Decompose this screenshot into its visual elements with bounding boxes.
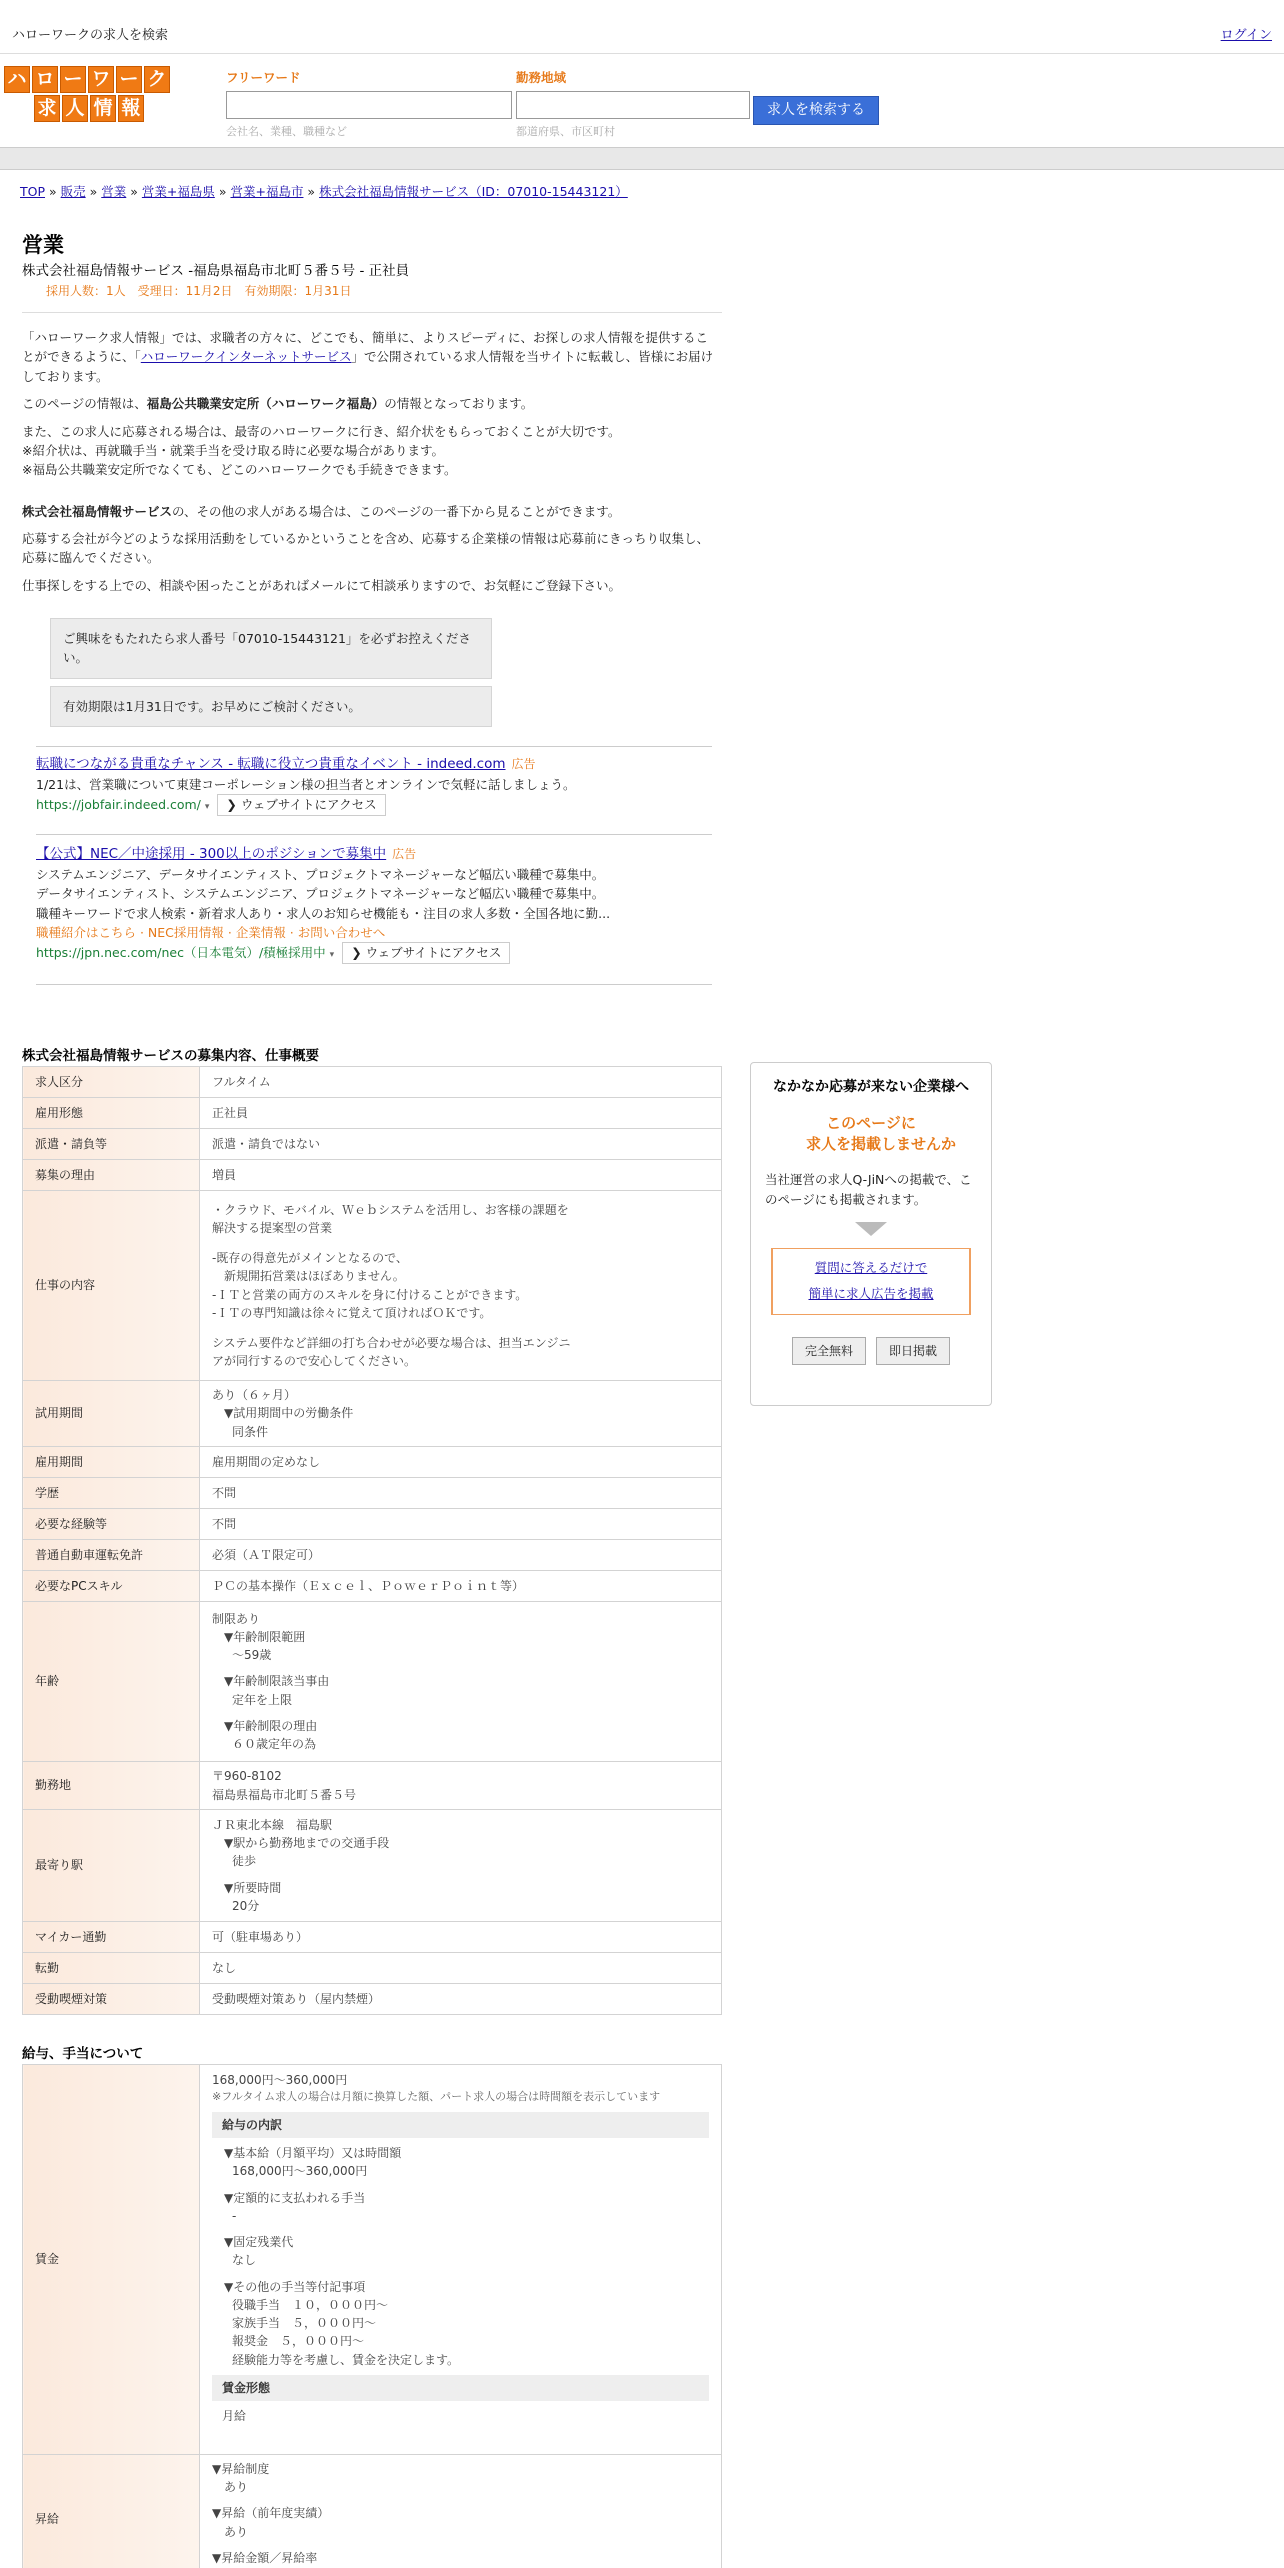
- breadcrumb-eigyo[interactable]: 営業: [101, 184, 127, 199]
- intro-p4b: の、その他の求人がある場合は、このページの一番下から見ることができます。: [172, 503, 621, 519]
- text-line: ＪＲ東北本線 福島駅: [212, 1817, 333, 1832]
- ad-tag: 広告: [392, 847, 417, 861]
- section-title-salary: 給与、手当について: [22, 2046, 144, 2062]
- breadcrumb-city[interactable]: 営業+福島市: [230, 184, 304, 199]
- row-label: 仕事の内容: [23, 1191, 200, 1381]
- visit-website-button[interactable]: ❯ ウェブサイトにアクセス: [217, 794, 385, 815]
- ad-desc: 1/21は、営業職について東建コーポレーション様の担当者とオンラインで気軽に話しましょう。: [36, 776, 576, 792]
- table-row: [23, 1447, 722, 1478]
- intro-p3a: また、この求人に応募される場合は、最寄のハローワークに行き、紹介状をもらっておくことが大切です。: [22, 423, 621, 439]
- text-line: ▼年齢制限該当事由: [224, 1674, 330, 1689]
- text-line: ▼昇給（前年度実績）: [212, 2506, 330, 2521]
- ad-sitelinks[interactable]: 職種紹介はこちら · NEC採用情報 · 企業情報 · お問い合わせへ: [36, 925, 386, 941]
- logo-char: ー: [60, 66, 86, 93]
- ad-desc: データサイエンティスト、システムエンジニア、プロジェクトマネージャーなど幅広い職種で募集中。: [36, 886, 605, 902]
- freeword-group: [226, 68, 512, 140]
- breadcrumb: TOP » 販売 » 営業 » 営業+福島県 » 営業+福島市 » 株式会社福島情報サービス（ID：07010-15443121）: [20, 184, 628, 199]
- visit-website-button[interactable]: ❯ ウェブサイトにアクセス: [342, 942, 510, 963]
- row-label: 試用期間: [23, 1381, 200, 1447]
- text-line: 20分: [232, 1898, 260, 1913]
- table-row: [23, 1067, 722, 1098]
- freeword-label: フリーワード: [226, 70, 301, 85]
- intro-p1b: 」で公開されている求人情報を当サイトに転載し、皆様にお届けしております。: [22, 349, 714, 384]
- breadcrumb-sales[interactable]: 販売: [60, 184, 86, 199]
- promo-link-post-ad[interactable]: 簡単に求人広告を掲載: [808, 1286, 934, 1302]
- table-row: [23, 2455, 722, 2568]
- intro-p2: [22, 394, 718, 413]
- text-line: ▼年齢制限の理由: [224, 1718, 318, 1733]
- text-line: ・クラウド、モバイル、Ｗｅｂシステムを活用し、お客様の課題を: [212, 1202, 569, 1217]
- breadcrumb-company[interactable]: 株式会社福島情報サービス（ID：07010-15443121）: [319, 184, 628, 199]
- text-line: 新規開拓営業はほぼありません。: [212, 1269, 405, 1284]
- freeword-input[interactable]: [226, 91, 512, 119]
- area-group: [516, 68, 750, 140]
- row-value: 不問: [200, 1478, 722, 1509]
- table-row: [23, 1762, 722, 1810]
- text-line: あり: [224, 2480, 249, 2495]
- table-row: [23, 1571, 722, 1602]
- text-line: 経験能力等を考慮し、賃金を決定します。: [232, 2352, 460, 2367]
- text-line: 徒歩: [232, 1854, 257, 1869]
- logo-char: ワ: [88, 66, 114, 93]
- table-row: [23, 1129, 722, 1160]
- row-value: [200, 1810, 722, 1922]
- ad-url[interactable]: https://jpn.nec.com/nec（日本電気）/積極採用中: [36, 945, 326, 961]
- row-value: ＰＣの基本操作（Ｅｘｃｅｌ、ＰｏｗｅｒＰｏｉｎｔ等）: [200, 1571, 722, 1602]
- row-value: 派遣・請負ではない: [200, 1129, 722, 1160]
- table-row: [23, 1540, 722, 1571]
- job-details-table: [22, 1066, 722, 2015]
- row-label: 派遣・請負等: [23, 1129, 200, 1160]
- text-line: 定年を上限: [232, 1692, 293, 1707]
- freeword-placeholder: 会社名、業種、職種など: [226, 125, 347, 139]
- row-value: 増員: [200, 1160, 722, 1191]
- text-line: 解決する提案型の営業: [212, 1220, 333, 1235]
- breakdown-heading: 給与の内訳: [212, 2112, 709, 2138]
- row-value: 正社員: [200, 1098, 722, 1129]
- logo-row-1: [4, 66, 180, 93]
- table-row: [23, 1478, 722, 1509]
- notice-expiry: 有効期限は1月31日です。お早めにご検討ください。: [50, 686, 492, 727]
- promo-heading: なかなか応募が来ない企業様へ: [773, 1079, 969, 1095]
- caret-down-icon[interactable]: ▾: [204, 802, 210, 813]
- intro-p2b: 福島公共職業安定所（ハローワーク福島）: [146, 396, 385, 412]
- row-value: [200, 2065, 722, 2455]
- row-label: 求人区分: [23, 1067, 200, 1098]
- hellowork-internet-link[interactable]: ハローワークインターネットサービス: [140, 349, 352, 365]
- text-line: ▼基本給（月額平均）又は時間額: [224, 2146, 402, 2161]
- row-label: マイカー通勤: [23, 1922, 200, 1953]
- intro-p5: 応募する会社が今どのような採用活動をしているかということを含め、応募する企業様の情報は応募前にきっちり収集し、応募に臨んでください。: [22, 531, 710, 566]
- row-label: 雇用期間: [23, 1447, 200, 1478]
- wage-type-heading: 賃金形態: [212, 2375, 709, 2401]
- row-value: 可（駐車場あり）: [200, 1922, 722, 1953]
- row-label: 年齢: [23, 1602, 200, 1762]
- job-meta: 採用人数：1人 受理日：11月2日 有効期限：1月31日: [46, 284, 352, 299]
- row-value: フルタイム: [200, 1067, 722, 1098]
- table-row: [23, 1381, 722, 1447]
- row-value: 不問: [200, 1509, 722, 1540]
- promo-desc: 当社運営の求人Q-JiNへの掲載で、このページにも掲載されます。: [765, 1172, 972, 1208]
- divider: [22, 312, 722, 313]
- notice-job-number: ご興味をもたれたら求人番号「07010-15443121」を必ずお控えください。: [50, 618, 492, 679]
- text-line: あり: [224, 2524, 249, 2539]
- ad-title[interactable]: 転職につながる貴重なチャンス - 転職に役立つ貴重なイベント - indeed.com: [36, 756, 506, 772]
- table-row: [23, 1953, 722, 1984]
- salary-note: ※フルタイム求人の場合は月額に換算した額、パート求人の場合は時間額を表示しています: [212, 2090, 661, 2104]
- text-line: ▼昇給金額／昇給率: [212, 2550, 318, 2565]
- divider: [36, 746, 712, 747]
- intro-p2c: の情報となっております。: [384, 396, 534, 412]
- row-label: 普通自動車運転免許: [23, 1540, 200, 1571]
- table-row: [23, 1810, 722, 1922]
- text-line: 家族手当 ５，０００円～: [232, 2316, 377, 2331]
- row-label: 募集の理由: [23, 1160, 200, 1191]
- site-logo[interactable]: [4, 66, 180, 124]
- same-day-badge[interactable]: 即日掲載: [876, 1337, 950, 1366]
- area-placeholder: 都道府県、市区町村: [516, 125, 615, 139]
- row-label: 雇用形態: [23, 1098, 200, 1129]
- site-tagline: ハローワークの求人を検索: [12, 28, 169, 43]
- row-value: 雇用期間の定めなし: [200, 1447, 722, 1478]
- logo-char: ロ: [32, 66, 58, 93]
- top-bar: [0, 0, 1284, 54]
- logo-char: ハ: [4, 66, 30, 93]
- ad-indeed: [36, 754, 712, 816]
- text-line: ▼定額的に支払われる手当: [224, 2190, 366, 2205]
- row-value: [200, 1191, 722, 1381]
- breadcrumb-pref[interactable]: 営業+福島県: [141, 184, 215, 199]
- text-line: ▼固定残業代: [224, 2235, 294, 2250]
- text-line: -ＩＴの専門知識は徐々に覚えて頂ければＯＫです。: [212, 1305, 492, 1320]
- row-label: 勤務地: [23, 1762, 200, 1810]
- intro-p1a: 「ハローワーク求人情報」では、求職者の方々に、どこでも、簡単に、よりスピーディに、お探しの求人情報を提供することができるように、「: [22, 330, 709, 365]
- intro-p6: 仕事探しをする上での、相談や困ったことがあればメールにて相談承りますので、お気軽にご登録下さい。: [22, 577, 622, 593]
- text-line: あり（６ヶ月）: [212, 1388, 297, 1403]
- ad-nec: [36, 844, 712, 964]
- promo-offer: [759, 1113, 983, 1157]
- intro-p3b: ※紹介状は、再就職手当・就業手当を受け取る時に必要な場合があります。: [22, 442, 444, 458]
- logo-char: 情: [90, 95, 116, 122]
- search-button[interactable]: 求人を検索する: [753, 96, 879, 125]
- intro-p1: [22, 328, 718, 386]
- text-line: ▼年齢制限範囲: [224, 1629, 306, 1644]
- table-row: [23, 2065, 722, 2455]
- text-line: -既存の得意先がメインとなるので、: [212, 1251, 408, 1266]
- row-label: 必要なPCスキル: [23, 1571, 200, 1602]
- header: [0, 54, 1284, 148]
- ad-url[interactable]: https://jobfair.indeed.com/: [36, 797, 201, 813]
- promo-offer-line1: このページに: [826, 1113, 916, 1132]
- spacer: [212, 1322, 709, 1334]
- text-line: 制限あり: [212, 1611, 261, 1626]
- free-badge[interactable]: 完全無料: [792, 1337, 866, 1366]
- text-line: なし: [232, 2253, 257, 2268]
- row-value: [200, 2455, 722, 2568]
- text-line: 同条件: [232, 1424, 269, 1439]
- section-title-overview: 株式会社福島情報サービスの募集内容、仕事概要: [22, 1048, 319, 1064]
- row-value: [200, 1602, 722, 1762]
- logo-char: ク: [144, 66, 170, 93]
- row-value: [200, 1381, 722, 1447]
- wage-type: 月給: [222, 2409, 247, 2423]
- text-line: ６０歳定年の為: [232, 1737, 317, 1752]
- ad-tag: 広告: [511, 757, 536, 771]
- area-input[interactable]: [516, 91, 750, 119]
- text-line: ▼試用期間中の労働条件: [224, 1406, 354, 1421]
- ad-desc: 職種キーワードで求人検索・新着求人あり・求人のお知らせ機能も・注目の求人多数・全国各地に勤...: [36, 905, 611, 921]
- row-value: 必須（ＡＴ限定可）: [200, 1540, 722, 1571]
- text-line: 報奨金 ５，０００円～: [232, 2334, 365, 2349]
- ad-title[interactable]: 【公式】NEC／中途採用 - 300以上のポジションで募集中: [36, 846, 387, 862]
- area-label: 勤務地域: [516, 70, 567, 85]
- table-row: [23, 1160, 722, 1191]
- table-row: [23, 1984, 722, 2015]
- breadcrumb-top[interactable]: TOP: [20, 184, 46, 199]
- logo-char: 報: [118, 95, 144, 122]
- promo-link-questions[interactable]: 質問に答えるだけで: [814, 1260, 928, 1276]
- row-label: 受動喫煙対策: [23, 1984, 200, 2015]
- intro-p3c: ※福島公共職業安定所でなくても、どこのハローワークでも手続きできます。: [22, 462, 457, 478]
- row-label: 昇給: [23, 2455, 200, 2568]
- intro-p4: [22, 502, 718, 521]
- intro-p4a: 株式会社福島情報サービス: [22, 503, 173, 519]
- logo-char: ー: [116, 66, 142, 93]
- sidebar-promo: [750, 1062, 992, 1406]
- job-header: [22, 232, 722, 301]
- postal-code: 〒960-8102: [212, 1769, 282, 1784]
- address: 福島県福島市北町５番５号: [212, 1787, 357, 1802]
- visit-label: ウェブサイトにアクセス: [365, 945, 502, 961]
- text-line: システム要件など詳細の打ち合わせが必要な場合は、担当エンジニ: [212, 1335, 571, 1350]
- promo-offer-line2: 求人を掲載しませんか: [805, 1135, 956, 1154]
- row-label: 最寄り駅: [23, 1810, 200, 1922]
- arrow-down-icon: [855, 1222, 887, 1236]
- spacer: [212, 1237, 709, 1249]
- divider: [36, 984, 712, 985]
- text-line: ▼その他の手当等付記事項: [224, 2279, 366, 2294]
- text-line: ▼所要時間: [224, 1880, 282, 1895]
- salary-table: [22, 2064, 722, 2568]
- table-row: [23, 1191, 722, 1381]
- table-row: [23, 1602, 722, 1762]
- table-row: [23, 1922, 722, 1953]
- text-line: アが同行するので安心してください。: [212, 1354, 417, 1369]
- row-label: 賃金: [23, 2065, 200, 2455]
- text-line: 168,000円〜360,000円: [232, 2164, 368, 2179]
- text-line: ▼昇給制度: [212, 2462, 270, 2476]
- intro-text: [22, 328, 718, 603]
- text-line: ▼駅から勤務地までの交通手段: [224, 1836, 390, 1851]
- promo-badges: [759, 1337, 983, 1366]
- table-row: [23, 1509, 722, 1540]
- text-line: ～59歳: [232, 1648, 272, 1663]
- divider-bar: [0, 148, 1284, 170]
- row-label: 必要な経験等: [23, 1509, 200, 1540]
- row-value: [200, 1762, 722, 1810]
- row-label: 学歴: [23, 1478, 200, 1509]
- caret-down-icon[interactable]: ▾: [329, 950, 335, 961]
- logo-char: 求: [34, 95, 60, 122]
- page-title: 営業: [22, 233, 64, 257]
- intro-p3: [22, 422, 718, 480]
- row-value: 受動喫煙対策あり（屋内禁煙）: [200, 1984, 722, 2015]
- logo-row-2: [4, 95, 180, 122]
- login-link[interactable]: ログイン: [1220, 28, 1272, 43]
- promo-links: [771, 1248, 971, 1315]
- ad-desc: システムエンジニア、データサイエンティスト、プロジェクトマネージャーなど幅広い職種で募集中。: [36, 866, 605, 882]
- salary-range: 168,000円〜360,000円: [212, 2073, 348, 2087]
- text-line: 役職手当 １０，０００円～: [232, 2297, 389, 2312]
- job-subtitle: 株式会社福島情報サービス -福島県福島市北町５番５号 - 正社員: [22, 263, 410, 280]
- intro-p2a: このページの情報は、: [22, 396, 147, 412]
- logo-char: 人: [62, 95, 88, 122]
- text-line: -: [232, 2208, 237, 2223]
- visit-label: ウェブサイトにアクセス: [240, 797, 377, 813]
- row-label: 転勤: [23, 1953, 200, 1984]
- text-line: -ＩＴと営業の両方のスキルを身に付けることができます。: [212, 1287, 528, 1302]
- divider: [36, 834, 712, 835]
- row-value: なし: [200, 1953, 722, 1984]
- table-row: [23, 1098, 722, 1129]
